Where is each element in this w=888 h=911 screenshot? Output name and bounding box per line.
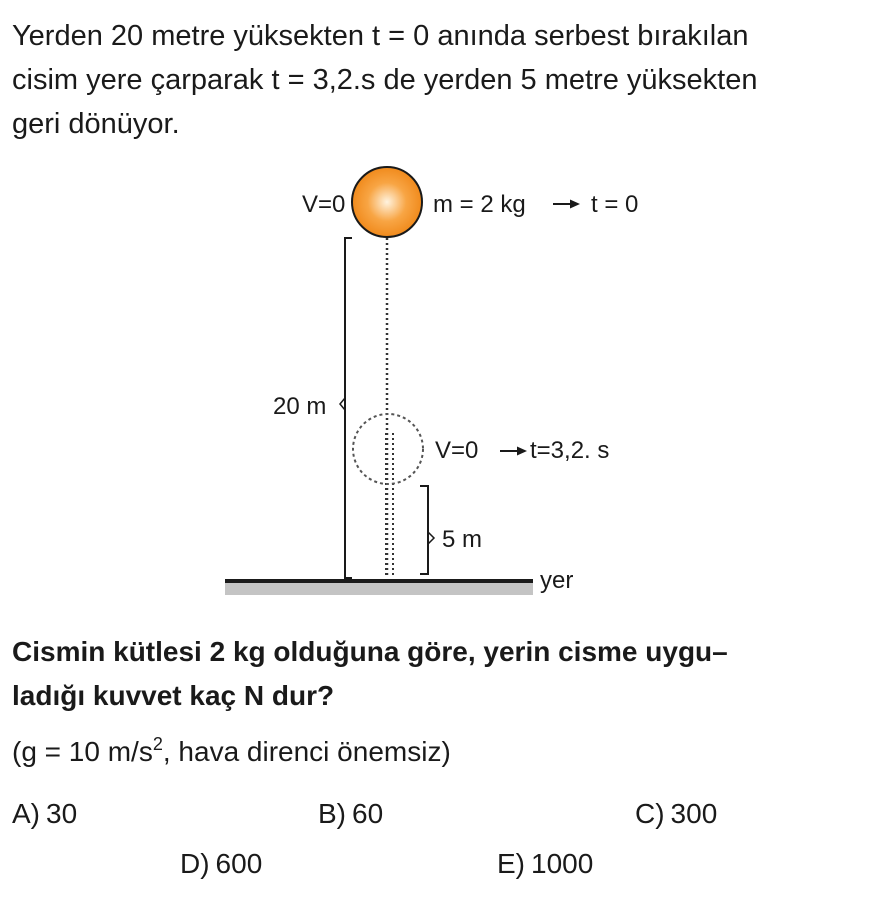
intro-line: cisim yere çarparak t = 3,2.s de yerden 5 metre yüksekten [12, 64, 758, 96]
option-d[interactable] [180, 848, 262, 880]
note-exponent: 2 [152, 734, 163, 754]
mass-label: m = 2 kg [433, 191, 526, 218]
option-value: 60 [352, 798, 384, 829]
height-20m-label: 20 m [273, 393, 327, 420]
given-note [12, 730, 451, 774]
option-label: A) [12, 798, 40, 829]
option-value: 600 [215, 848, 263, 879]
ground-shadow [225, 583, 533, 595]
option-value: 1000 [531, 848, 594, 879]
problem-intro [12, 14, 878, 146]
return-velocity-label: V=0 [435, 437, 479, 464]
option-value: 30 [46, 798, 78, 829]
top-time-label: t = 0 [591, 191, 639, 218]
arrow-head-icon [517, 447, 527, 456]
option-label: C) [635, 798, 665, 829]
note-suffix: , hava direnci önemsiz) [162, 736, 451, 767]
free-fall-figure [0, 160, 888, 610]
question-line: Cismin kütlesi 2 kg olduğuna göre, yerin cisme uygu– [12, 636, 728, 667]
height-20m-bracket [345, 238, 352, 578]
arrow-head-icon [570, 200, 580, 209]
option-label: E) [497, 848, 525, 879]
ground-label: yer [540, 567, 574, 594]
return-time-label: t=3,2. s [530, 437, 610, 464]
option-e[interactable] [497, 848, 593, 880]
option-a[interactable] [12, 798, 77, 830]
top-velocity-label: V=0 [302, 191, 346, 218]
option-label: D) [180, 848, 210, 879]
note-prefix: (g = 10 m/s [12, 736, 153, 767]
question-text [12, 630, 878, 718]
intro-line: Yerden 20 metre yüksekten t = 0 anında serbest bırakılan [12, 20, 749, 52]
intro-line: geri dönüyor. [12, 108, 180, 140]
option-c[interactable] [635, 798, 717, 830]
option-b[interactable] [318, 798, 383, 830]
ball-icon [352, 167, 422, 237]
height-5m-label: 5 m [442, 526, 483, 553]
option-value: 300 [670, 798, 718, 829]
option-label: B) [318, 798, 346, 829]
question-line: ladığı kuvvet kaç N dur? [12, 680, 335, 711]
height-5m-bracket [420, 486, 428, 574]
